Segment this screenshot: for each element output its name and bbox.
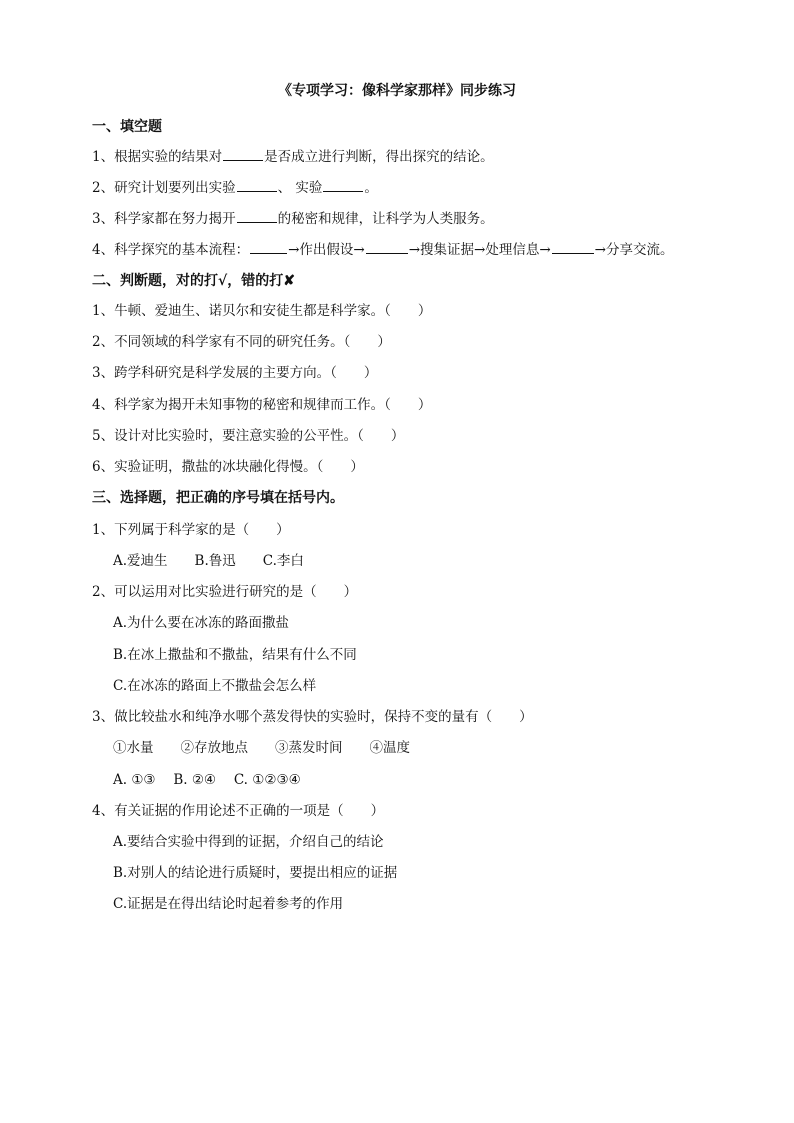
choice-question-2-option-b: B.在冰上撒盐和不撒盐，结果有什么不同 [113,647,357,663]
fill-question-1 [92,148,494,166]
fill-q4-suffix: →分享交流。 [594,242,674,258]
true-false-item-6: 6、实验证明，撒盐的冰块融化得慢。（ ） [92,459,364,475]
fill-q2-prefix: 2、研究计划要列出实验 [92,180,236,196]
choice-question-3-options: A. ①③ B. ②④ C. ①②③④ [113,772,301,788]
fill-q2-mid: 、 实验 [277,180,323,196]
section-fill-in-heading: 一、填空题 [92,119,162,135]
answer-blank[interactable] [223,148,263,161]
fill-question-2 [92,179,378,197]
answer-blank[interactable] [237,179,277,192]
fill-q3-suffix: 的秘密和规律，让科学为人类服务。 [277,211,494,227]
answer-blank[interactable] [323,179,363,192]
fill-question-3 [92,210,494,228]
choice-question-3-stem: 3、做比较盐水和纯净水哪个蒸发得快的实验时，保持不变的量有（ ） [92,709,533,725]
choice-question-4-stem: 4、有关证据的作用论述不正确的一项是（ ） [92,803,385,819]
choice-question-2-option-c: C.在冰冻的路面上不撒盐会怎么样 [113,678,317,694]
fill-q4-part3: →搜集证据→处理信息→ [408,242,551,258]
fill-q4-prefix: 4、科学探究的基本流程： [92,242,250,258]
answer-blank[interactable] [366,241,408,254]
true-false-item-4: 4、科学家为揭开未知事物的秘密和规律而工作。（ ） [92,397,432,413]
true-false-item-5: 5、设计对比实验时，要注意实验的公平性。（ ） [92,428,405,444]
fill-q1-prefix: 1、根据实验的结果对 [92,149,223,165]
choice-question-4-option-b: B.对别人的结论进行质疑时，要提出相应的证据 [113,865,398,881]
fill-question-4 [92,241,673,259]
choice-question-2-stem: 2、可以运用对比实验进行研究的是（ ） [92,584,358,600]
choice-question-2-option-a: A.为什么要在冰冻的路面撒盐 [113,615,290,631]
choice-question-4-option-a: A.要结合实验中得到的证据，介绍自己的结论 [113,834,384,850]
choice-question-4-option-c: C.证据是在得出结论时起着参考的作用 [113,896,344,912]
answer-blank[interactable] [552,241,594,254]
fill-q2-suffix: 。 [364,180,378,196]
fill-q4-part2: →作出假设→ [288,242,365,258]
section-multiple-choice-heading: 三、选择题，把正确的序号填在括号内。 [92,490,344,506]
answer-blank[interactable] [250,241,287,254]
true-false-item-1: 1、牛顿、爱迪生、诺贝尔和安徒生都是科学家。（ ） [92,303,432,319]
true-false-item-3: 3、跨学科研究是科学发展的主要方向。（ ） [92,365,378,381]
choice-question-1-stem: 1、下列属于科学家的是（ ） [92,522,290,538]
page-title: 《专项学习：像科学家那样》同步练习 [278,83,516,99]
answer-blank[interactable] [237,210,277,223]
section-true-false-heading: 二、判断题，对的打√，错的打✘ [92,273,295,289]
choice-question-1-options: A.爱迪生 B.鲁迅 C.李白 [113,553,304,569]
choice-question-3-factors: ①水量 ②存放地点 ③蒸发时间 ④温度 [113,740,410,756]
fill-q3-prefix: 3、科学家都在努力揭开 [92,211,236,227]
fill-q1-suffix: 是否成立进行判断，得出探究的结论。 [264,149,494,165]
true-false-item-2: 2、不同领域的科学家有不同的研究任务。（ ） [92,334,391,350]
